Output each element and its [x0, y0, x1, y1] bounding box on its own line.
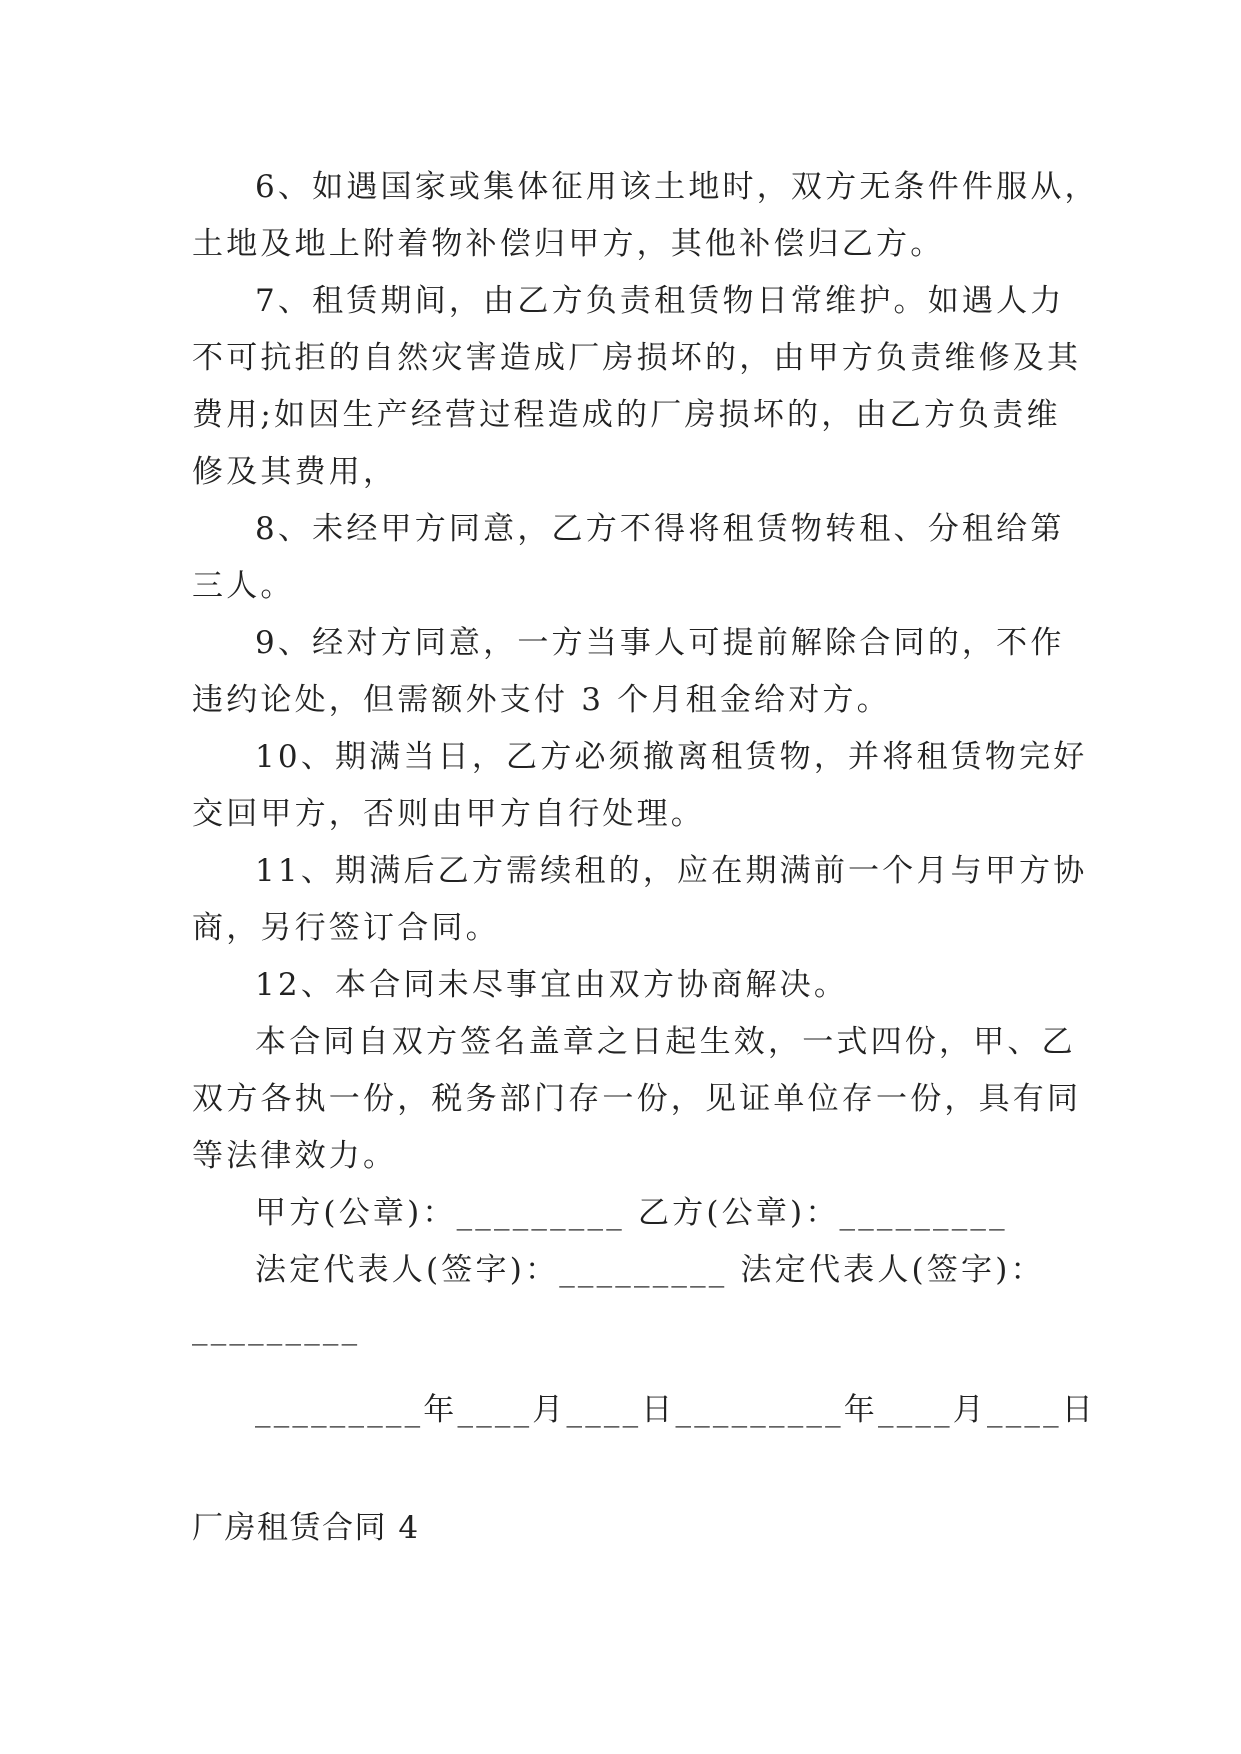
clause-7-line-1: 7、租赁期间，由乙方负责租赁物日常维护。如遇人力	[255, 283, 1065, 319]
clause-9-line-1: 9、经对方同意，一方当事人可提前解除合同的，不作	[255, 625, 1065, 661]
clause-10-line-1: 10、期满当日，乙方必须撤离租赁物，并将租赁物完好	[255, 739, 1088, 775]
clause-11-line-2: 商，另行签订合同。	[192, 910, 500, 946]
date-line: _________年____月____日_________年____月____日	[255, 1392, 1096, 1428]
legal-rep-signature-blank: _________	[192, 1310, 361, 1346]
next-section-title: 厂房租赁合同 4	[192, 1510, 420, 1546]
clause-8-line-2: 三人。	[192, 568, 295, 604]
effect-clause-line-1: 本合同自双方签名盖章之日起生效，一式四份，甲、乙	[255, 1024, 1076, 1060]
clause-8-line-1: 8、未经甲方同意，乙方不得将租赁物转租、分租给第	[255, 511, 1065, 547]
clause-9-line-2: 违约论处，但需额外支付 3 个月租金给对方。	[192, 682, 891, 718]
legal-rep-signature-line: 法定代表人(签字)：_________ 法定代表人(签字)：	[255, 1252, 1045, 1288]
effect-clause-line-2: 双方各执一份，税务部门存一份，见证单位存一份，具有同	[192, 1081, 1082, 1117]
effect-clause-line-3: 等法律效力。	[192, 1138, 398, 1174]
clause-7-line-2: 不可抗拒的自然灾害造成厂房损坏的，由甲方负责维修及其	[192, 340, 1082, 376]
clause-7-line-4: 修及其费用，	[192, 454, 398, 490]
clause-10-line-2: 交回甲方，否则由甲方自行处理。	[192, 796, 705, 832]
clause-6-line-2: 土地及地上附着物补偿归甲方，其他补偿归乙方。	[192, 226, 945, 262]
clause-6-line-1: 6、如遇国家或集体征用该土地时，双方无条件件服从，	[255, 169, 1099, 205]
clause-11-line-1: 11、期满后乙方需续租的，应在期满前一个月与甲方协	[255, 853, 1088, 889]
clause-12-line-1: 12、本合同未尽事宜由双方协商解决。	[255, 967, 849, 1003]
party-seal-line: 甲方(公章)：_________ 乙方(公章)：_________	[255, 1195, 1008, 1231]
clause-7-line-3: 费用;如因生产经营过程造成的厂房损坏的，由乙方负责维	[192, 397, 1061, 433]
